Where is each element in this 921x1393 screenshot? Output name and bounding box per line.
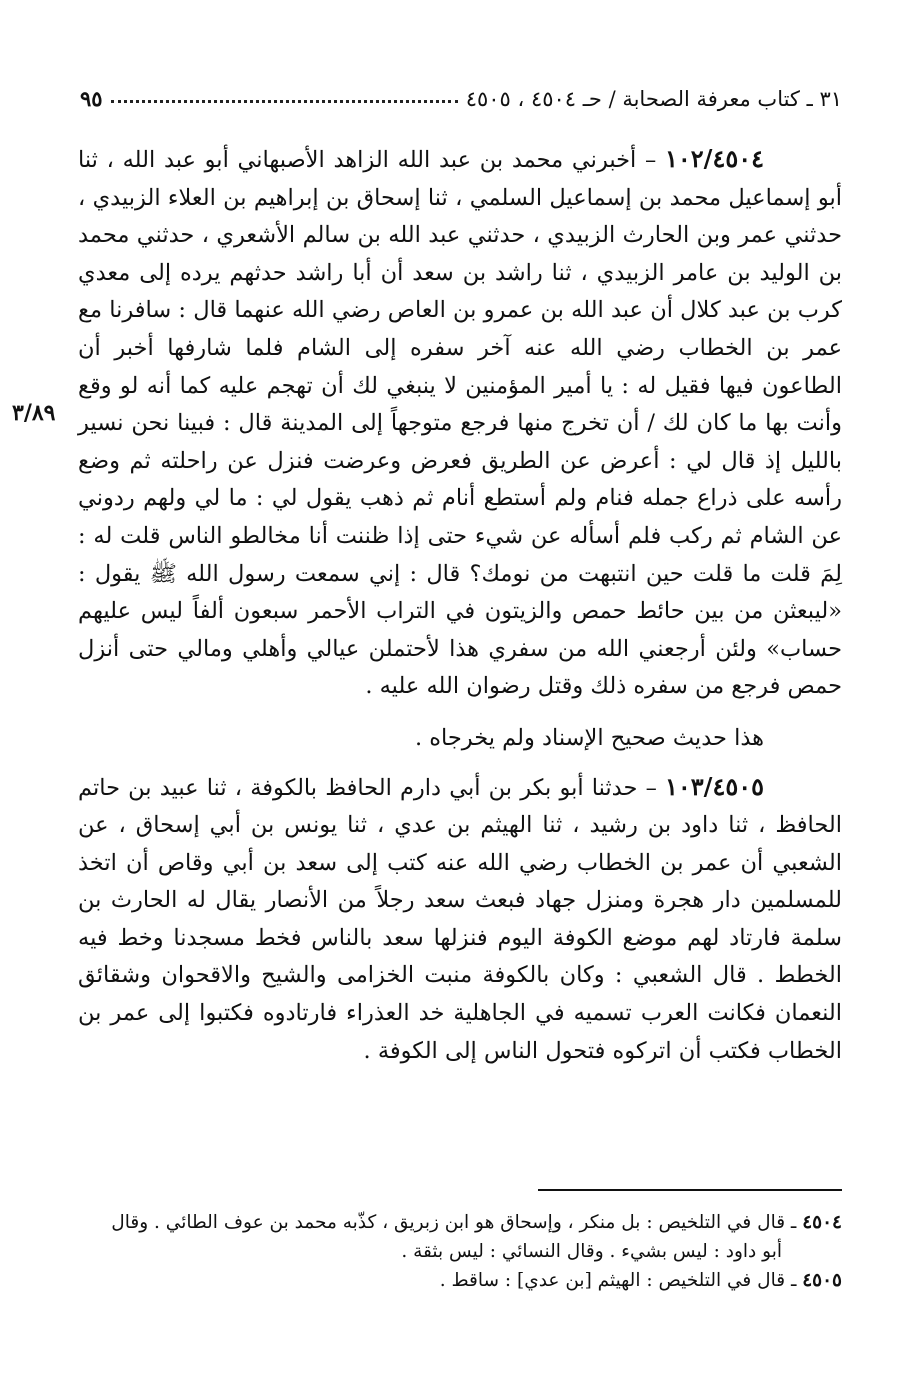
footnote-4504: [78, 1208, 842, 1237]
hadith-number: ١٠٢/٤٥٠٤: [665, 144, 764, 173]
hadith-text: – حدثنا أبو بكر بن أبي دارم الحافظ بالكوفة ، ثنا عبيد بن حاتم الحافظ ، ثنا داود بن رشيد ، ثنا الهيثم بن عدي ، ثنا يونس بن أبي إسحاق ، عن الشعبي أن عمر بن الخطاب رضي الله عنه كتب إلى سعد بن أبي وقاص أن اتخذ للمسلمين دار هجرة ومنزل جهاد فبعث سعد رجلاً من الأنصار يقال له الحارث بن سلمة فارتاد لهم موضع الكوفة اليوم فنزلها سعد بالناس فخط مسجدنا وخط فيه الخطط . قال الشعبي : وكان بالكوفة منبت الخزامى والشيح والاقحوان وشقائق النعمان فكانت العرب تسميه في الجاهلية خد العذراء فارتادوه فكتبوا إلى عمر بن الخطاب فكتب أن اتركوه فتحول الناس إلى الكوفة .: [78, 774, 842, 1064]
chapter-title: ٣١ ـ كتاب معرفة الصحابة / حـ ٤٥٠٤ ، ٤٥٠٥: [465, 87, 842, 111]
page-number: ٩٥: [80, 86, 103, 111]
footnote-number: ٤٥٠٥: [802, 1270, 842, 1291]
footnote-text: ـ قال في التلخيص : الهيثم [بن عدي] : ساقط .: [439, 1270, 803, 1291]
hadith-verdict: هذا حديث صحيح الإسناد ولم يخرجاه .: [414, 724, 764, 751]
footnote-4504-continuation: أبو داود : ليس بشيء . وقال النسائي : ليس بثقة .: [401, 1241, 782, 1262]
footnote-text: ـ قال في التلخيص : بل منكر ، وإسحاق هو ابن زبريق ، كذّبه محمد بن عوف الطائي . وقال: [111, 1212, 803, 1233]
margin-volume-reference: ٣/٨٩: [12, 400, 56, 426]
hadith-text: – أخبرني محمد بن عبد الله الزاهد الأصبهاني أبو عبد الله ، ثنا أبو إسماعيل محمد بن إسماعيل السلمي ، ثنا إسحاق بن إبراهيم بن العلاء الزبيدي ، حدثني عمر وبن الحارث الزبيدي ، حدثني عبد الله بن سالم الأشعري ، حدثني محمد بن الوليد بن عامر الزبيدي ، ثنا راشد بن سعد أن أبا راشد حدثهم يرده إلى معدي كرب بن عبد كلال أن عبد الله بن عمرو بن العاص رضي الله عنهما قال : سافرنا مع عمر بن الخطاب رضي الله عنه آخر سفره إلى الشام فلما شارفها أخبر أن الطاعون فيها فقيل له : يا أمير المؤمنين لا ينبغي لك أن تهجم عليه كما أنه لو وقع وأنت بها ما كان لك / أن تخرج منها فرجع متوجهاً إلى المدينة قال : فبينا نحن نسير بالليل إذ قال لي : أعرض عن الطريق فعرض وعرضت فنزل عن راحلته ثم وضع رأسه على ذراع جمله فنام ولم أستطع أنام ثم ذهب يقول لي : ما لي ولهم ردوني عن الشام ثم ركب فلم أسأله عن شيء حتى إذا ظننت أنا مخالطو الناس قلت له : لِمَ قلت ما قلت حين انتبهت من نومك؟ قال : إني سمعت رسول الله ﷺ يقول : «ليبعثن من بين حائط حمص والزيتون في التراب الأحمر سبعون ألفاً ليس عليهم حساب» ولئن أرجعني الله من سفري هذا لأحتملن عيالي وأهلي ومالي حتى أنزل حمص فرجع من سفره ذلك وقتل رضوان الله عليه .: [78, 147, 842, 700]
hadith-number: ١٠٣/٤٥٠٥: [665, 771, 764, 801]
dot-leader: [111, 96, 458, 103]
main-text: [78, 140, 842, 1070]
footnote-separator: [538, 1189, 842, 1191]
hadith-4504: [78, 140, 842, 706]
running-header: [80, 84, 842, 114]
footnote-4505: [78, 1266, 842, 1295]
hadith-4505: [78, 768, 842, 1071]
footnote-number: ٤٥٠٤: [802, 1212, 842, 1233]
footnotes: [78, 1208, 842, 1295]
